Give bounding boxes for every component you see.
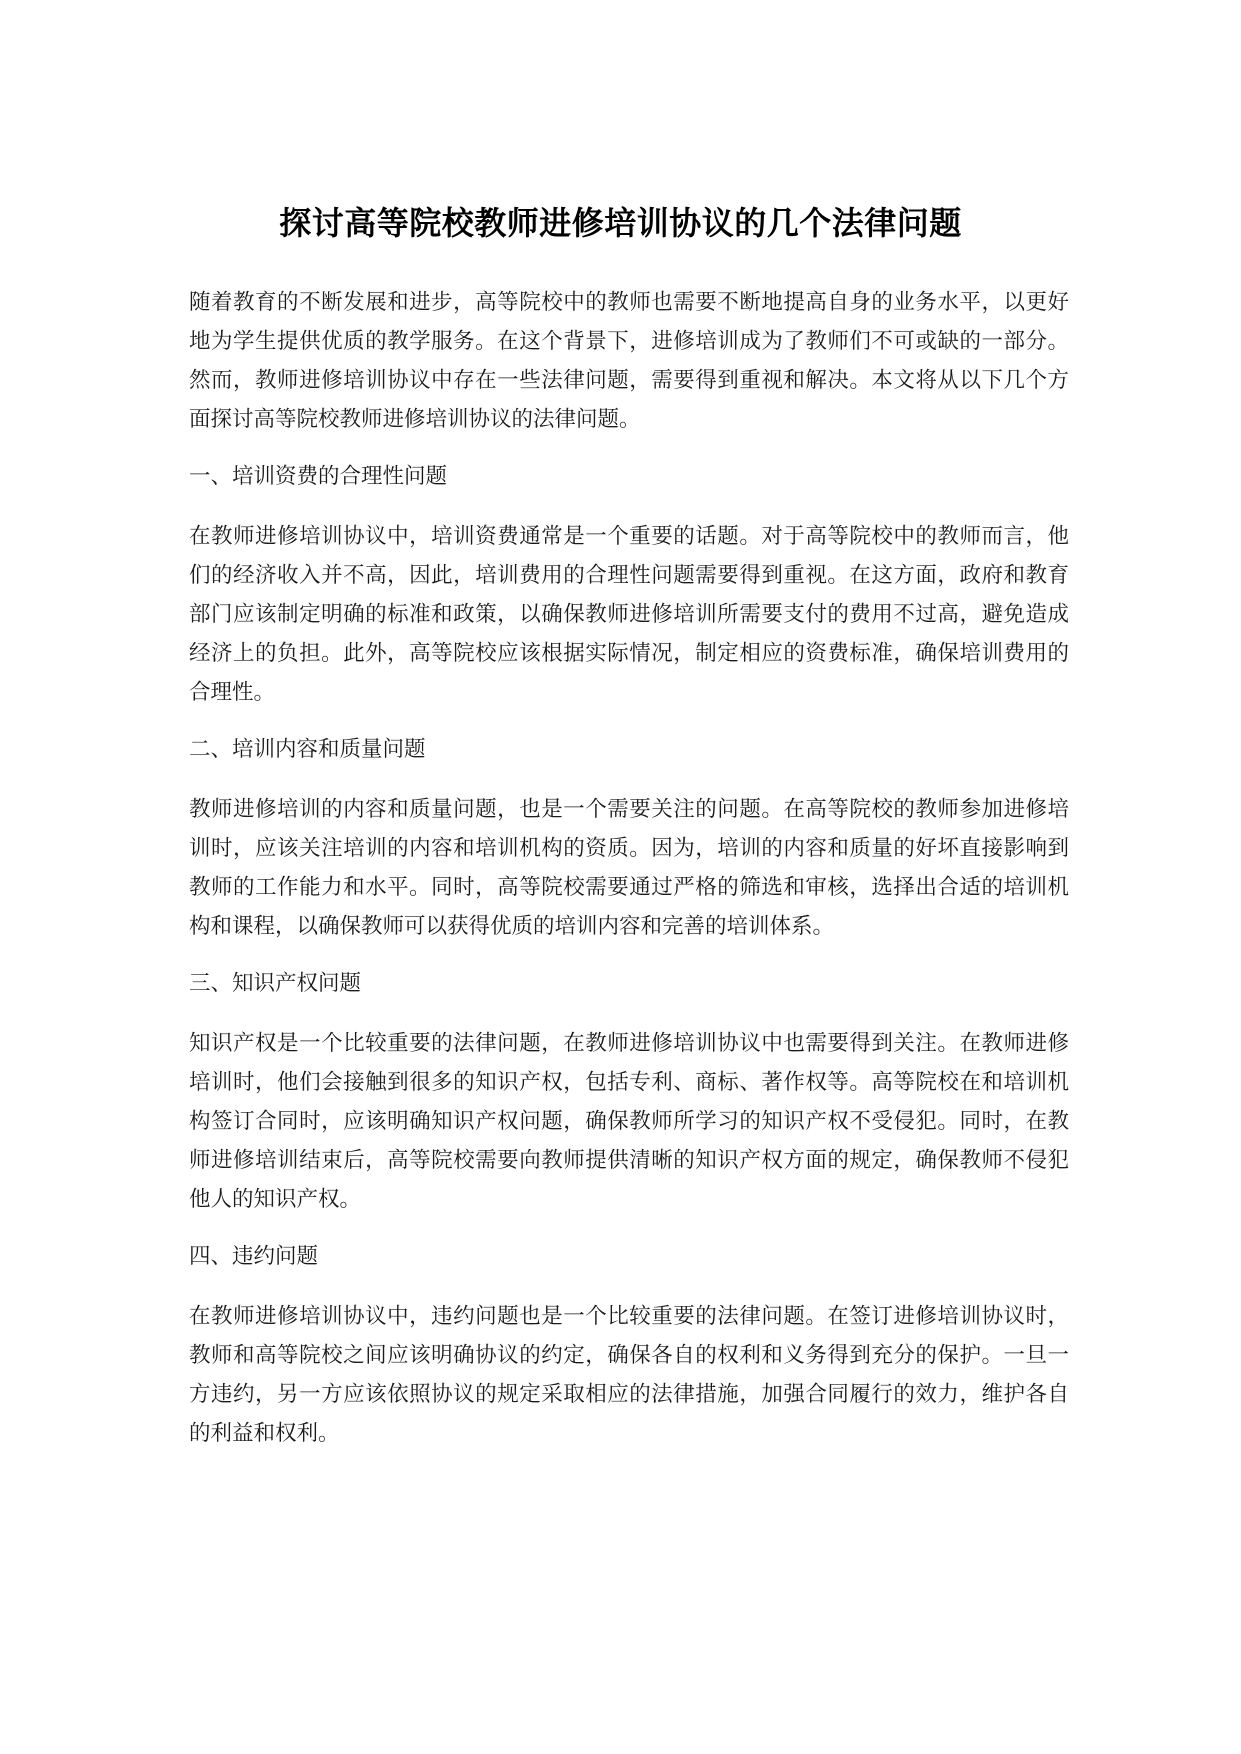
intro-paragraph: 随着教育的不断发展和进步，高等院校中的教师也需要不断地提高自身的业务水平，以更好地为学生提供优质的教学服务。在这个背景下，进修培训成为了教师们不可或缺的一部分。然而，教师进修培训协议中存在一些法律问题，需要得到重视和解决。本文将从以下几个方面探讨高等院校教师进修培训协议的法律问题。 xyxy=(189,290,1069,432)
section-heading-fees: 一、培训资费的合理性问题 xyxy=(189,464,448,489)
section-body-breach: 在教师进修培训协议中，违约问题也是一个比较重要的法律问题。在签订进修培训协议时，教师和高等院校之间应该明确协议的约定，确保各自的权利和义务得到充分的保护。一旦一方违约，另一方应该依照协议的规定采取相应的法律措施，加强合同履行的效力，维护各自的利益和权利。 xyxy=(189,1304,1069,1446)
page-title: 探讨高等院校教师进修培训协议的几个法律问题 xyxy=(279,204,962,243)
section-body-ip: 知识产权是一个比较重要的法律问题，在教师进修培训协议中也需要得到关注。在教师进修培训时，他们会接触到很多的知识产权，包括专利、商标、著作权等。高等院校在和培训机构签订合同时，应该明确知识产权问题，确保教师所学习的知识产权不受侵犯。同时，在教师进修培训结束后，高等院校需要向教师提供清晰的知识产权方面的规定，确保教师不侵犯他人的知识产权。 xyxy=(189,1031,1069,1212)
section-body-content-quality: 教师进修培训的内容和质量问题，也是一个需要关注的问题。在高等院校的教师参加进修培训时，应该关注培训的内容和培训机构的资质。因为，培训的内容和质量的好坏直接影响到教师的工作能力和水平。同时，高等院校需要通过严格的筛选和审核，选择出合适的培训机构和课程，以确保教师可以获得优质的培训内容和完善的培训体系。 xyxy=(189,797,1069,939)
document-body xyxy=(189,283,1069,1471)
section-heading-breach: 四、违约问题 xyxy=(189,1244,319,1269)
section-heading-ip: 三、知识产权问题 xyxy=(189,971,362,996)
section-body-fees: 在教师进修培训协议中，培训资费通常是一个重要的话题。对于高等院校中的教师而言，他们的经济收入并不高，因此，培训费用的合理性问题需要得到重视。在这方面，政府和教育部门应该制定明确的标准和政策，以确保教师进修培训所需要支付的费用不过高，避免造成经济上的负担。此外，高等院校应该根据实际情况，制定相应的资费标准，确保培训费用的合理性。 xyxy=(189,524,1069,705)
section-heading-content-quality: 二、培训内容和质量问题 xyxy=(189,737,426,762)
